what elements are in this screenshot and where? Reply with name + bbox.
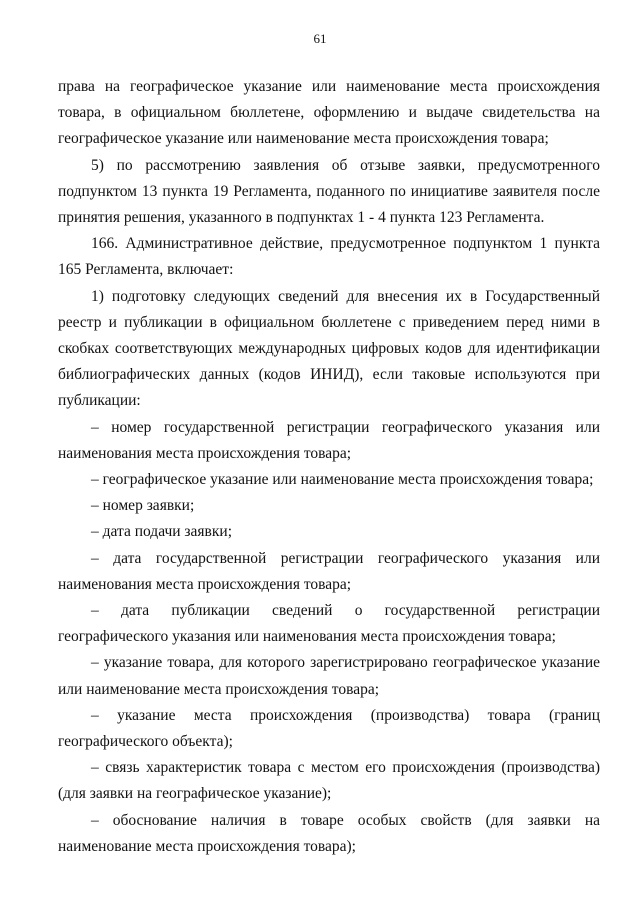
paragraph-166: 166. Административное действие, предусмотренное подпунктом 1 пункта 165 Регламента, включает: — [58, 235, 600, 279]
paragraph-continuation: права на географическое указание или наименование места происхождения товара, в официальном бюллетене, оформлению и выдаче свидетельства на географическое указание или наименование места происхождения товара; — [58, 78, 600, 148]
list-item-publication-date: – дата публикации сведений о государственной регистрации географического указания или наименования места происхождения товара; — [58, 602, 600, 646]
list-item-characteristics-link: – связь характеристик товара с местом его происхождения (производства) (для заявки на географическое указание); — [58, 759, 600, 803]
list-item-special-properties: – обоснование наличия в товаре особых свойств (для заявки на наименование места происхождения товара); — [58, 811, 600, 855]
list-item-goods: – указание товара, для которого зарегистрировано географическое указание или наименование места происхождения товара; — [58, 654, 600, 698]
paragraph-subitem-1: 1) подготовку следующих сведений для внесения их в Государственный реестр и публикации в официальном бюллетене с приведением перед ними в скобках соответствующих международных цифровых кодов для идентификации библиографических данных (кодов ИНИД), если таковые используются при публикации: — [58, 287, 600, 410]
list-item-registration-date: – дата государственной регистрации географического указания или наименования места происхождения товара; — [58, 549, 600, 593]
document-body — [58, 74, 600, 860]
page-number: 61 — [313, 31, 327, 46]
list-item-place-of-origin: – указание места происхождения (производства) товара (границ географического объекта); — [58, 706, 600, 751]
list-item-application-number: – номер заявки; — [91, 497, 195, 515]
paragraph-item-5: 5) по рассмотрению заявления об отзыве заявки, предусмотренного подпунктом 13 пункта 19 Регламента, поданного по инициативе заявителя после принятия решения, указанного в подпунктах 1 - 4 пункта 123 Регламента. — [58, 156, 600, 227]
list-item-registration-number: – номер государственной регистрации географического указания или наименования места происхождения товара; — [58, 418, 600, 462]
list-item-geographical-indication: – географическое указание или наименование места происхождения товара; — [91, 471, 594, 489]
list-item-filing-date: – дата подачи заявки; — [91, 523, 232, 541]
